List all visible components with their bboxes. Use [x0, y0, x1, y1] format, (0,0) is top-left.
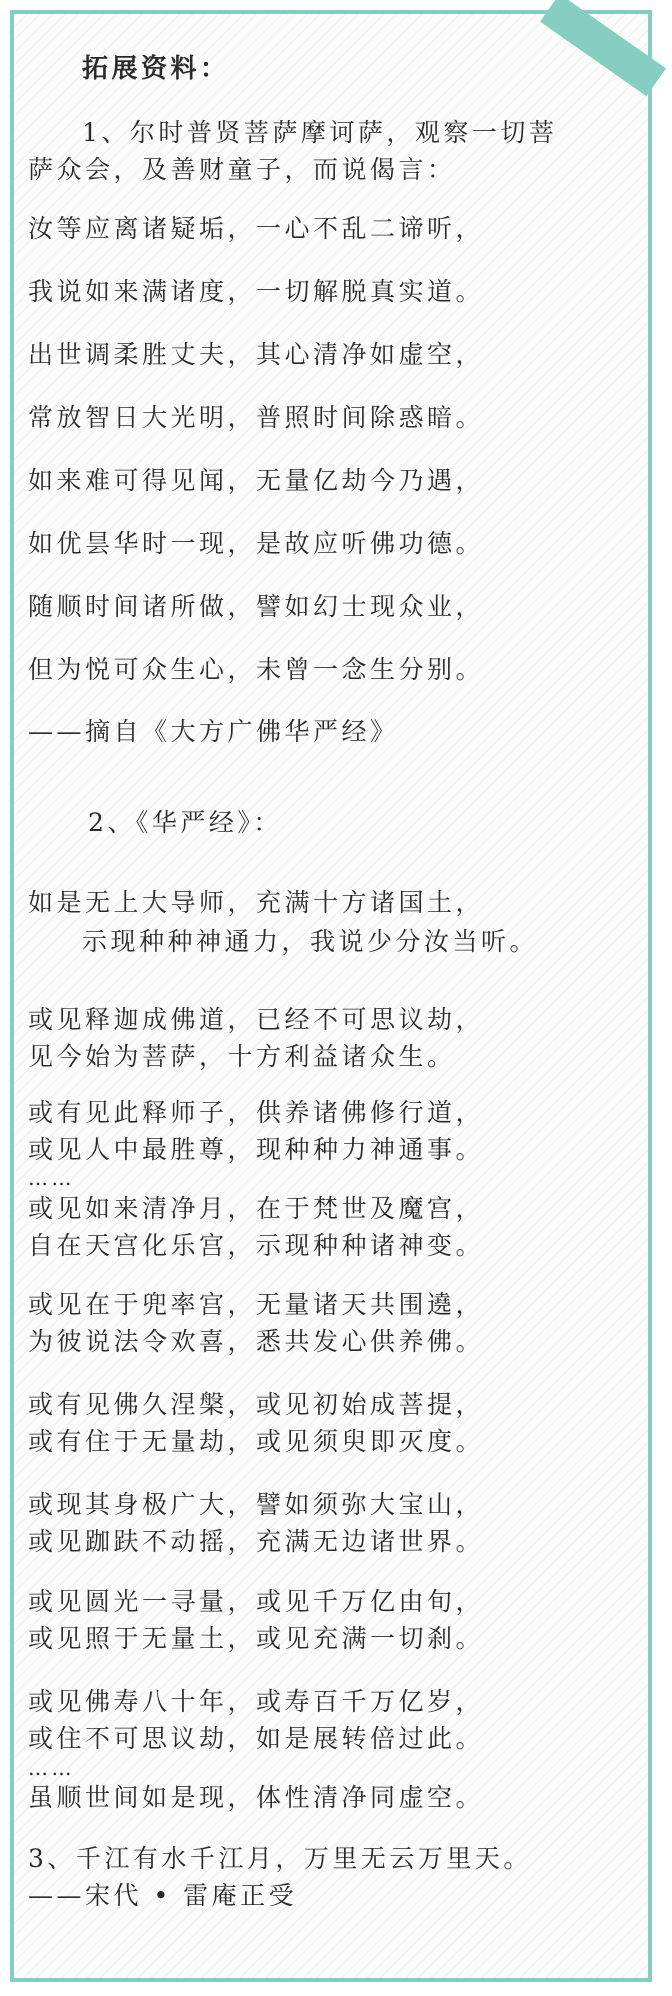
verse1-line: 常放智日大光明，普照时间除惑暗。: [28, 403, 485, 432]
verse2-line: 或有见此释师子，供养诸佛修行道，: [28, 1098, 485, 1127]
verse1-line: 我说如来满诸度，一切解脱真实道。: [28, 277, 485, 306]
verse1-line: 出世调柔胜丈夫，其心清净如虚空，: [28, 340, 485, 369]
verse1-line: 随顺时间诸所做，譬如幻士现众业，: [28, 592, 485, 621]
verse2-line: 或有住于无量劫，或见须臾即灭度。: [28, 1427, 485, 1456]
verse2-line: 或见人中最胜尊，现种种力神通事。: [28, 1135, 485, 1164]
verse2-line: 示现种种神通力，我说少分汝当听。: [82, 927, 539, 956]
item2-title: 2、《华严经》：: [88, 808, 282, 837]
ellipsis: ……: [28, 1166, 75, 1190]
source-citation-1: ——摘自《大方广佛华严经》: [28, 717, 399, 746]
item3-line: 3、千江有水千江月，万里无云万里天。: [28, 1844, 532, 1873]
item1-intro-line-1: 1、尔时普贤菩萨摩诃萨，观察一切菩: [82, 118, 558, 147]
verse1-line: 如来难可得见闻，无量亿劫今乃遇，: [28, 466, 485, 495]
verse2-line: 或见佛寿八十年，或寿百千万亿岁，: [28, 1687, 485, 1716]
verse2-line: 为彼说法令欢喜，悉共发心供养佛。: [28, 1327, 485, 1356]
item1-intro-line-2: 萨众会，及善财童子，而说偈言：: [28, 155, 456, 184]
source-citation-3: ——宋代 • 雷庵正受: [28, 1881, 298, 1910]
page-title: 拓展资料：: [82, 54, 230, 84]
verse2-line: 见今始为菩萨，十方利益诸众生。: [28, 1042, 456, 1071]
verse1-line: 如优昙华时一现，是故应听佛功德。: [28, 529, 485, 558]
verse2-line: 或见照于无量土，或见充满一切刹。: [28, 1624, 485, 1653]
verse2-line: 或见如来清净月，在于梵世及魔宫，: [28, 1194, 485, 1223]
verse2-line: 自在天宫化乐宫，示现种种诸神变。: [28, 1231, 485, 1260]
verse2-line: 或见在于兜率宫，无量诸天共围遶，: [28, 1290, 485, 1319]
verse1-line: 但为悦可众生心，未曾一念生分别。: [28, 655, 485, 684]
verse2-line: 或见圆光一寻量，或见千万亿由旬，: [28, 1587, 485, 1616]
verse2-line: 如是无上大导师，充满十方诸国土，: [28, 888, 485, 917]
verse2-line: 或见释迦成佛道，已经不可思议劫，: [28, 1005, 485, 1034]
verse2-line: 或住不可思议劫，如是展转倍过此。: [28, 1724, 485, 1753]
verse1-line: 汝等应离诸疑垢，一心不乱二谛听，: [28, 214, 485, 243]
verse2-line: 或见跏趺不动摇，充满无边诸世界。: [28, 1527, 485, 1556]
verse2-line: 虽顺世间如是现，体性清净同虚空。: [28, 1783, 485, 1812]
verse2-line: 或现其身极广大，譬如须弥大宝山，: [28, 1490, 485, 1519]
ellipsis: ……: [28, 1756, 75, 1780]
verse2-line: 或有见佛久涅槃，或见初始成菩提，: [28, 1390, 485, 1419]
